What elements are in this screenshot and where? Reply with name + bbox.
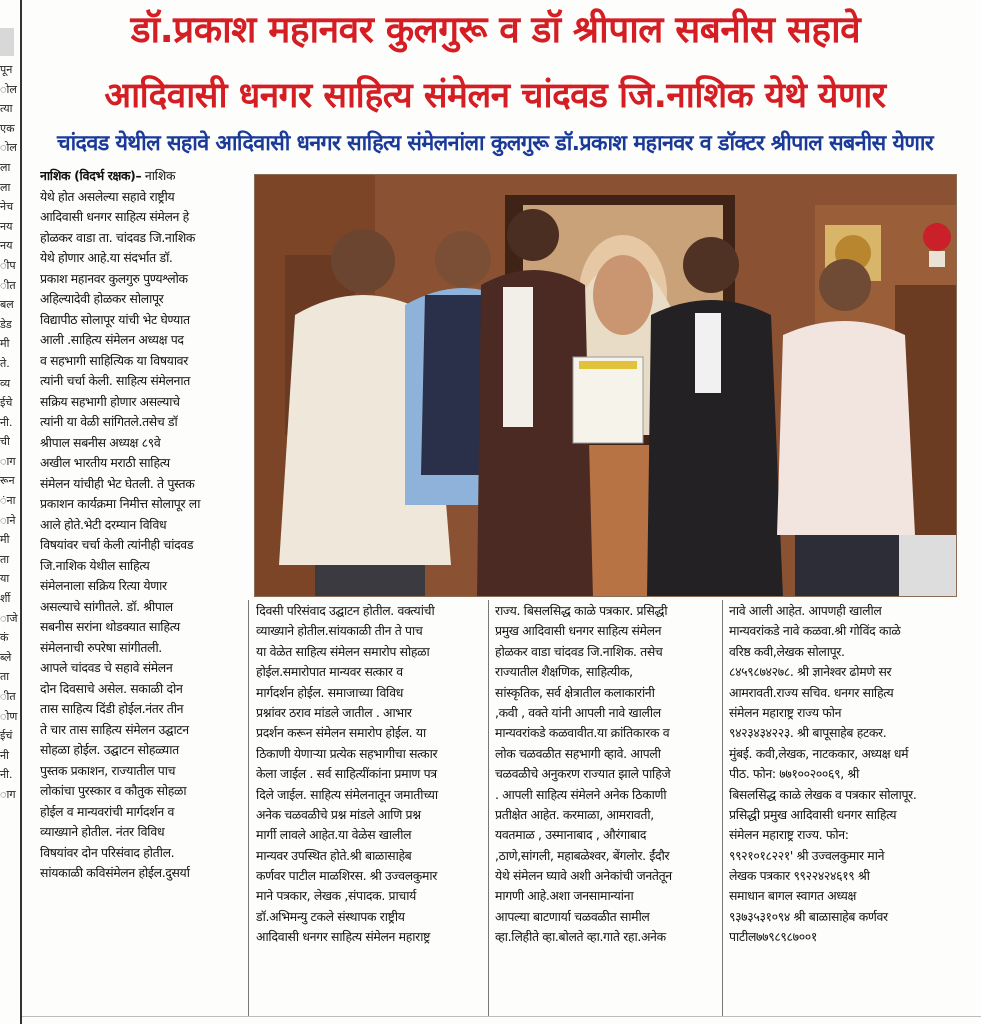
text-line: दिवसी परिसंवाद उद्घाटन होतील. वक्त्यांची: [256, 603, 435, 618]
text-line: सबनीस सरांना थोडक्यात साहित्य: [40, 619, 180, 634]
fragment-text: एक: [0, 121, 15, 135]
fragment-text: ता: [0, 552, 10, 566]
fragment-text: नी: [0, 748, 9, 762]
text-line: प्रश्नांवर ठराव मांडले जातील . आभार: [256, 704, 412, 720]
dateline: नाशिक (विदर्भ रक्षक)–: [40, 168, 142, 183]
fragment-text: रून: [0, 474, 15, 488]
text-line: पाटील७७९८९८७००१: [729, 929, 817, 945]
text-line: समाधान बागल स्वागत अध्यक्ष: [729, 888, 857, 904]
main-headline: डॉ.प्रकाश महानवर कुलगुरू व डॉ श्रीपाल सबनीस सहावे: [130, 8, 861, 51]
text-line: . आपली साहित्य संमेलने अनेक ठिकाणी: [495, 786, 667, 802]
text-line: सांस्कृतिक, सर्व क्षेत्रातील कलाकारांनी: [495, 684, 655, 700]
fragment-text: र्शी: [0, 592, 11, 606]
fragment-text: नय: [0, 219, 13, 233]
column-divider-2: [488, 600, 489, 1016]
text-line: माने पत्रकार, लेखक ,संपादक. प्राचार्य: [256, 888, 416, 904]
text-line: जि.नाशिक येथील साहित्य: [40, 557, 150, 573]
fragment-text: त्या: [0, 102, 13, 116]
fragment-text: ाग: [0, 454, 16, 468]
article-column-1: [40, 166, 242, 884]
text-line: संमेलनाची रुपरेषा सांगीतली.: [40, 639, 162, 655]
text-line: चळवळीचे अनुकरण राज्यात झाले पाहिजे: [495, 766, 671, 782]
fragment-text: ाजे: [0, 611, 18, 625]
text-line: अनेक चळवळीचे प्रश्न मांडले आणि प्रश्न: [256, 806, 421, 822]
fragment-text: ोण: [0, 709, 18, 723]
text-line: नावे आली आहेत. आपणही खालील: [729, 603, 882, 618]
fragment-text: ईचं: [0, 729, 13, 743]
text-line: प्रकाशन कार्यक्रमा निमीत्त सोलापूर ला: [40, 496, 201, 511]
text-line: प्रदर्शन करून संमेलन समारोप होईल. या: [256, 725, 426, 741]
text-line: आदिवासी धनगर साहित्य संमेलन हे: [40, 209, 189, 224]
article-column-4: [729, 601, 959, 948]
column-divider-1: [248, 600, 249, 1016]
fragment-text: ाने: [0, 513, 16, 527]
text-line: मान्यवरांकडे कळवावीत.या क्रांतिकारक व: [495, 725, 670, 741]
text-line: विद्यापीठ सोलापूर यांची भेट घेण्यात: [40, 311, 190, 327]
text-line: येथे होणार आहे.या संदर्भात डॉ.: [40, 250, 173, 265]
fragment-text: ोल: [0, 82, 17, 96]
text-line: होईल व मान्यवरांची मार्गदर्शन व: [40, 803, 174, 819]
text-line: होळकर वाडा ता. चांदवड जि.नाशिक: [40, 229, 196, 245]
text-line: या वेळेत साहित्य संमेलन समारोप सोहळा: [256, 643, 430, 659]
text-line: ९३७३५३१०९४ श्री बाळासाहेब कर्णवर: [729, 908, 888, 924]
text-line: व्याख्याने होतील. नंतर विविध: [40, 824, 165, 839]
fragment-text: कं: [0, 631, 9, 645]
text-line: मागणी आहे.अशा जनसामान्यांना: [495, 888, 634, 904]
text-line: दोन दिवसाचे असेल. सकाळी दोन: [40, 680, 183, 696]
text-line: व्याख्याने होतील.सांयकाळी तीन ते पाच: [256, 623, 423, 639]
fragment-text: ला: [0, 180, 11, 194]
text-line: संमेलन यांचीही भेट घेतली. ते पुस्तक: [40, 475, 195, 491]
fragment-text: व्य: [0, 376, 11, 390]
text-line: कर्णवर पाटील माळशिरस. श्री उज्वलकुमार: [256, 868, 437, 884]
text-line: मान्यवर उपस्थित होते.श्री बाळासाहेब: [256, 847, 412, 863]
text-line: राज्य. बिसलसिद्ध काळे पत्रकार. प्रसिद्धी: [495, 603, 668, 618]
text-line: लोक चळवळीत सहभागी व्हावे. आपली: [495, 745, 661, 761]
sub-headline: चांदवड येथील सहावे आदिवासी धनगर साहित्य संमेलनांला कुलगुरू डॉ.प्रकाश महानवर व डॉक्टर श्रीपाल सबनीस येणार: [56, 131, 934, 156]
text-line: संमेलन महाराष्ट्र राज्य फोन: [729, 704, 842, 720]
text-line: सोहळा होईल. उद्घाटन सोहळ्यात: [40, 742, 179, 757]
text-line: केला जाईल . सर्व साहित्यींकांना प्रमाण पत्र: [256, 766, 437, 782]
article-column-2: [256, 601, 484, 948]
fragment-text: ला: [0, 160, 11, 174]
fragment-text: ीत: [0, 278, 16, 292]
text-line: मान्यवरांकडे नावे कळवा.श्री गोविंद काळे: [729, 623, 901, 639]
text-line: राज्यातील शैक्षणिक, साहित्यीक,: [495, 664, 633, 680]
fragment-text: मी: [0, 533, 10, 547]
text-line: विषयांवर चर्चा केली त्यांनीही चांदवड: [40, 537, 194, 552]
text-line: सांयकाळी कविसंमेलन होईल.दुसर्या: [40, 865, 190, 880]
fragment-text: ीप: [0, 258, 16, 272]
text-line: व्हा.लिहीते व्हा.बोलते व्हा.गाते रहा.अनेक: [495, 929, 666, 945]
fragment-text: ची: [0, 435, 10, 449]
fragment-text: नेच: [0, 200, 14, 214]
text-line: लोकांचा पुरस्कार व कौतुक सोहळा: [40, 783, 187, 798]
text-line: प्रसिद्धी प्रमुख आदिवासी धनगर साहित्य: [729, 806, 897, 822]
text-line: ,ठाणे,सांगली, महाबळेश्वर, बेंगलोर. ईंदौर: [495, 847, 670, 863]
text-line: आमरावती.राज्य सचिव. धनगर साहित्य: [729, 684, 894, 700]
text-line: मुंबई. कवी,लेखक, नाटककार, अध्यक्ष धर्म: [729, 745, 909, 761]
second-headline: आदिवासी धनगर साहित्य संमेलन चांदवड जि.नाशिक येथे येणार: [104, 76, 886, 116]
text-line: आली .साहित्य संमेलन अध्यक्ष पद: [40, 332, 184, 347]
bottom-divider: [22, 1016, 981, 1017]
text-line: बिसलसिद्ध काळे लेखक व पत्रकार सोलापूर.: [729, 786, 917, 802]
text-line: यवतमाळ , उस्मानाबाद , औरंगाबाद: [495, 827, 647, 843]
text-line: त्यांनी या वेळी सांगितले.तसेच डॉ: [40, 414, 178, 429]
fragment-text: डेड: [0, 317, 12, 331]
text-line: लेखक पत्रकार ९९२२४२४६१९ श्री: [729, 868, 870, 884]
fragment-text: ब्ले: [0, 650, 12, 664]
text-line: पीठ. फोन: ७७१००२००६९, श्री: [729, 766, 860, 782]
text-line: ९४२३४३४२२३. श्री बापूसाहेब हटकर.: [729, 725, 887, 741]
text-line: मार्गी लावले आहेत.या वेळेस खालील: [256, 827, 412, 843]
text-line: येथे होत असलेल्या सहावे राष्ट्रीय: [40, 188, 175, 204]
column-divider-left: [20, 0, 22, 1024]
text-line: आले होते.भेटी दरम्यान विविध: [40, 516, 167, 532]
text-line: असल्याचे सांगीतले. डॉ. श्रीपाल: [40, 598, 173, 614]
fragment-text: ंना: [0, 494, 16, 508]
previous-article-fragment: [0, 60, 20, 1020]
fragment-text: बल: [0, 298, 14, 312]
news-photo: [254, 174, 957, 597]
text-line: विषयांवर दोन परिसंवाद होतील.: [40, 844, 175, 860]
fragment-text: नय: [0, 239, 13, 253]
text-line: दिले जाईल. साहित्य संमेलनातून जमातीच्या: [256, 786, 438, 802]
text-line: ९९२१०१८२२१' श्री उज्वलकुमार माने: [729, 847, 885, 863]
fragment-text: ते.: [0, 356, 10, 370]
text-line: होळकर वाडा चांदवड जि.नाशिक. तसेच: [495, 643, 663, 659]
fragment-text: ोल: [0, 141, 17, 155]
text-line: ,कवी , वक्ते यांनी आपली नावे खालील: [495, 704, 661, 720]
text-line: वरिष्ठ कवी,लेखक सोलापूर.: [729, 643, 845, 659]
fragment-text: या: [0, 572, 10, 586]
text-line: पुस्तक प्रकाशन, राज्यातील पाच: [40, 762, 176, 778]
text-line: प्रकाश महानवर कुलगुरु पुण्यश्लोक: [40, 270, 188, 286]
text-line: मार्गदर्शन होईल. समाजाच्या विविध: [256, 684, 404, 700]
text-line: आपले चांदवड चे सहावे संमेलन: [40, 660, 173, 675]
text-line: डॉ.अभिमन्यु टकले संस्थापक राष्ट्रीय: [256, 908, 405, 924]
text-line: अहिल्यादेवी होळकर सोलापूर: [40, 291, 164, 306]
text-line: प्रमुख आदिवासी धनगर साहित्य संमेलन: [495, 623, 662, 639]
text-line: येथे संमेलन घ्यावे अशी अनेकांची जनतेतून: [495, 868, 672, 884]
article-column-3: [495, 601, 717, 948]
fragment-text: ाग: [0, 787, 16, 801]
text-line: आदिवासी धनगर साहित्य संमेलन महाराष्ट्र: [256, 929, 430, 945]
text-line: होईल.समारोपात मान्यवर सत्कार व: [256, 664, 403, 680]
fragment-text: ीत: [0, 690, 16, 703]
text-line: सक्रिय सहभागी होणार असल्याचे: [40, 393, 180, 409]
fragment-text: नी.: [0, 768, 13, 782]
text-line: प्रतीक्षेत आहेत. करमाळा, आमरावती,: [495, 806, 654, 822]
fragment-text: ईचे: [0, 396, 13, 410]
text-line: आपल्या बाटणार्या चळवळीत सामील: [495, 908, 650, 924]
text-line: संमेलनाला सक्रिय रित्या येणार: [40, 578, 167, 593]
dateline-rest: नाशिक: [141, 168, 176, 183]
column-divider-3: [722, 600, 723, 1016]
text-line: अखील भारतीय मराठी साहित्य: [40, 455, 170, 470]
text-line: ठिकाणी येणाऱ्या प्रत्येक सहभागीचा सत्कार: [256, 745, 438, 761]
fragment-text: ता: [0, 670, 10, 684]
fragment-text: नी.: [0, 415, 13, 429]
text-line: ते चार तास साहित्य संमेलन उद्घाटन: [40, 721, 189, 737]
photo-illustration: [255, 175, 957, 597]
text-line: व सहभागी साहित्यिक या विषयावर: [40, 352, 188, 368]
text-line: त्यांनी चर्चा केली. साहित्य संमेलनात: [40, 373, 190, 388]
left-column-fragment-top: [0, 28, 14, 56]
text-line: ८४५९८७४२७८. श्री ज्ञानेश्वर ढोमणे सर: [729, 664, 892, 680]
text-line: श्रीपाल सबनीस अध्यक्ष ८९वे: [40, 434, 161, 450]
text-line: तास साहित्य दिंडी होईल.नंतर तीन: [40, 701, 184, 716]
fragment-text: पून: [0, 63, 13, 76]
text-line: संमेलन महाराष्ट्र राज्य. फोन:: [729, 827, 849, 843]
dateline-line: [40, 166, 242, 187]
fragment-text: मी: [0, 337, 10, 351]
